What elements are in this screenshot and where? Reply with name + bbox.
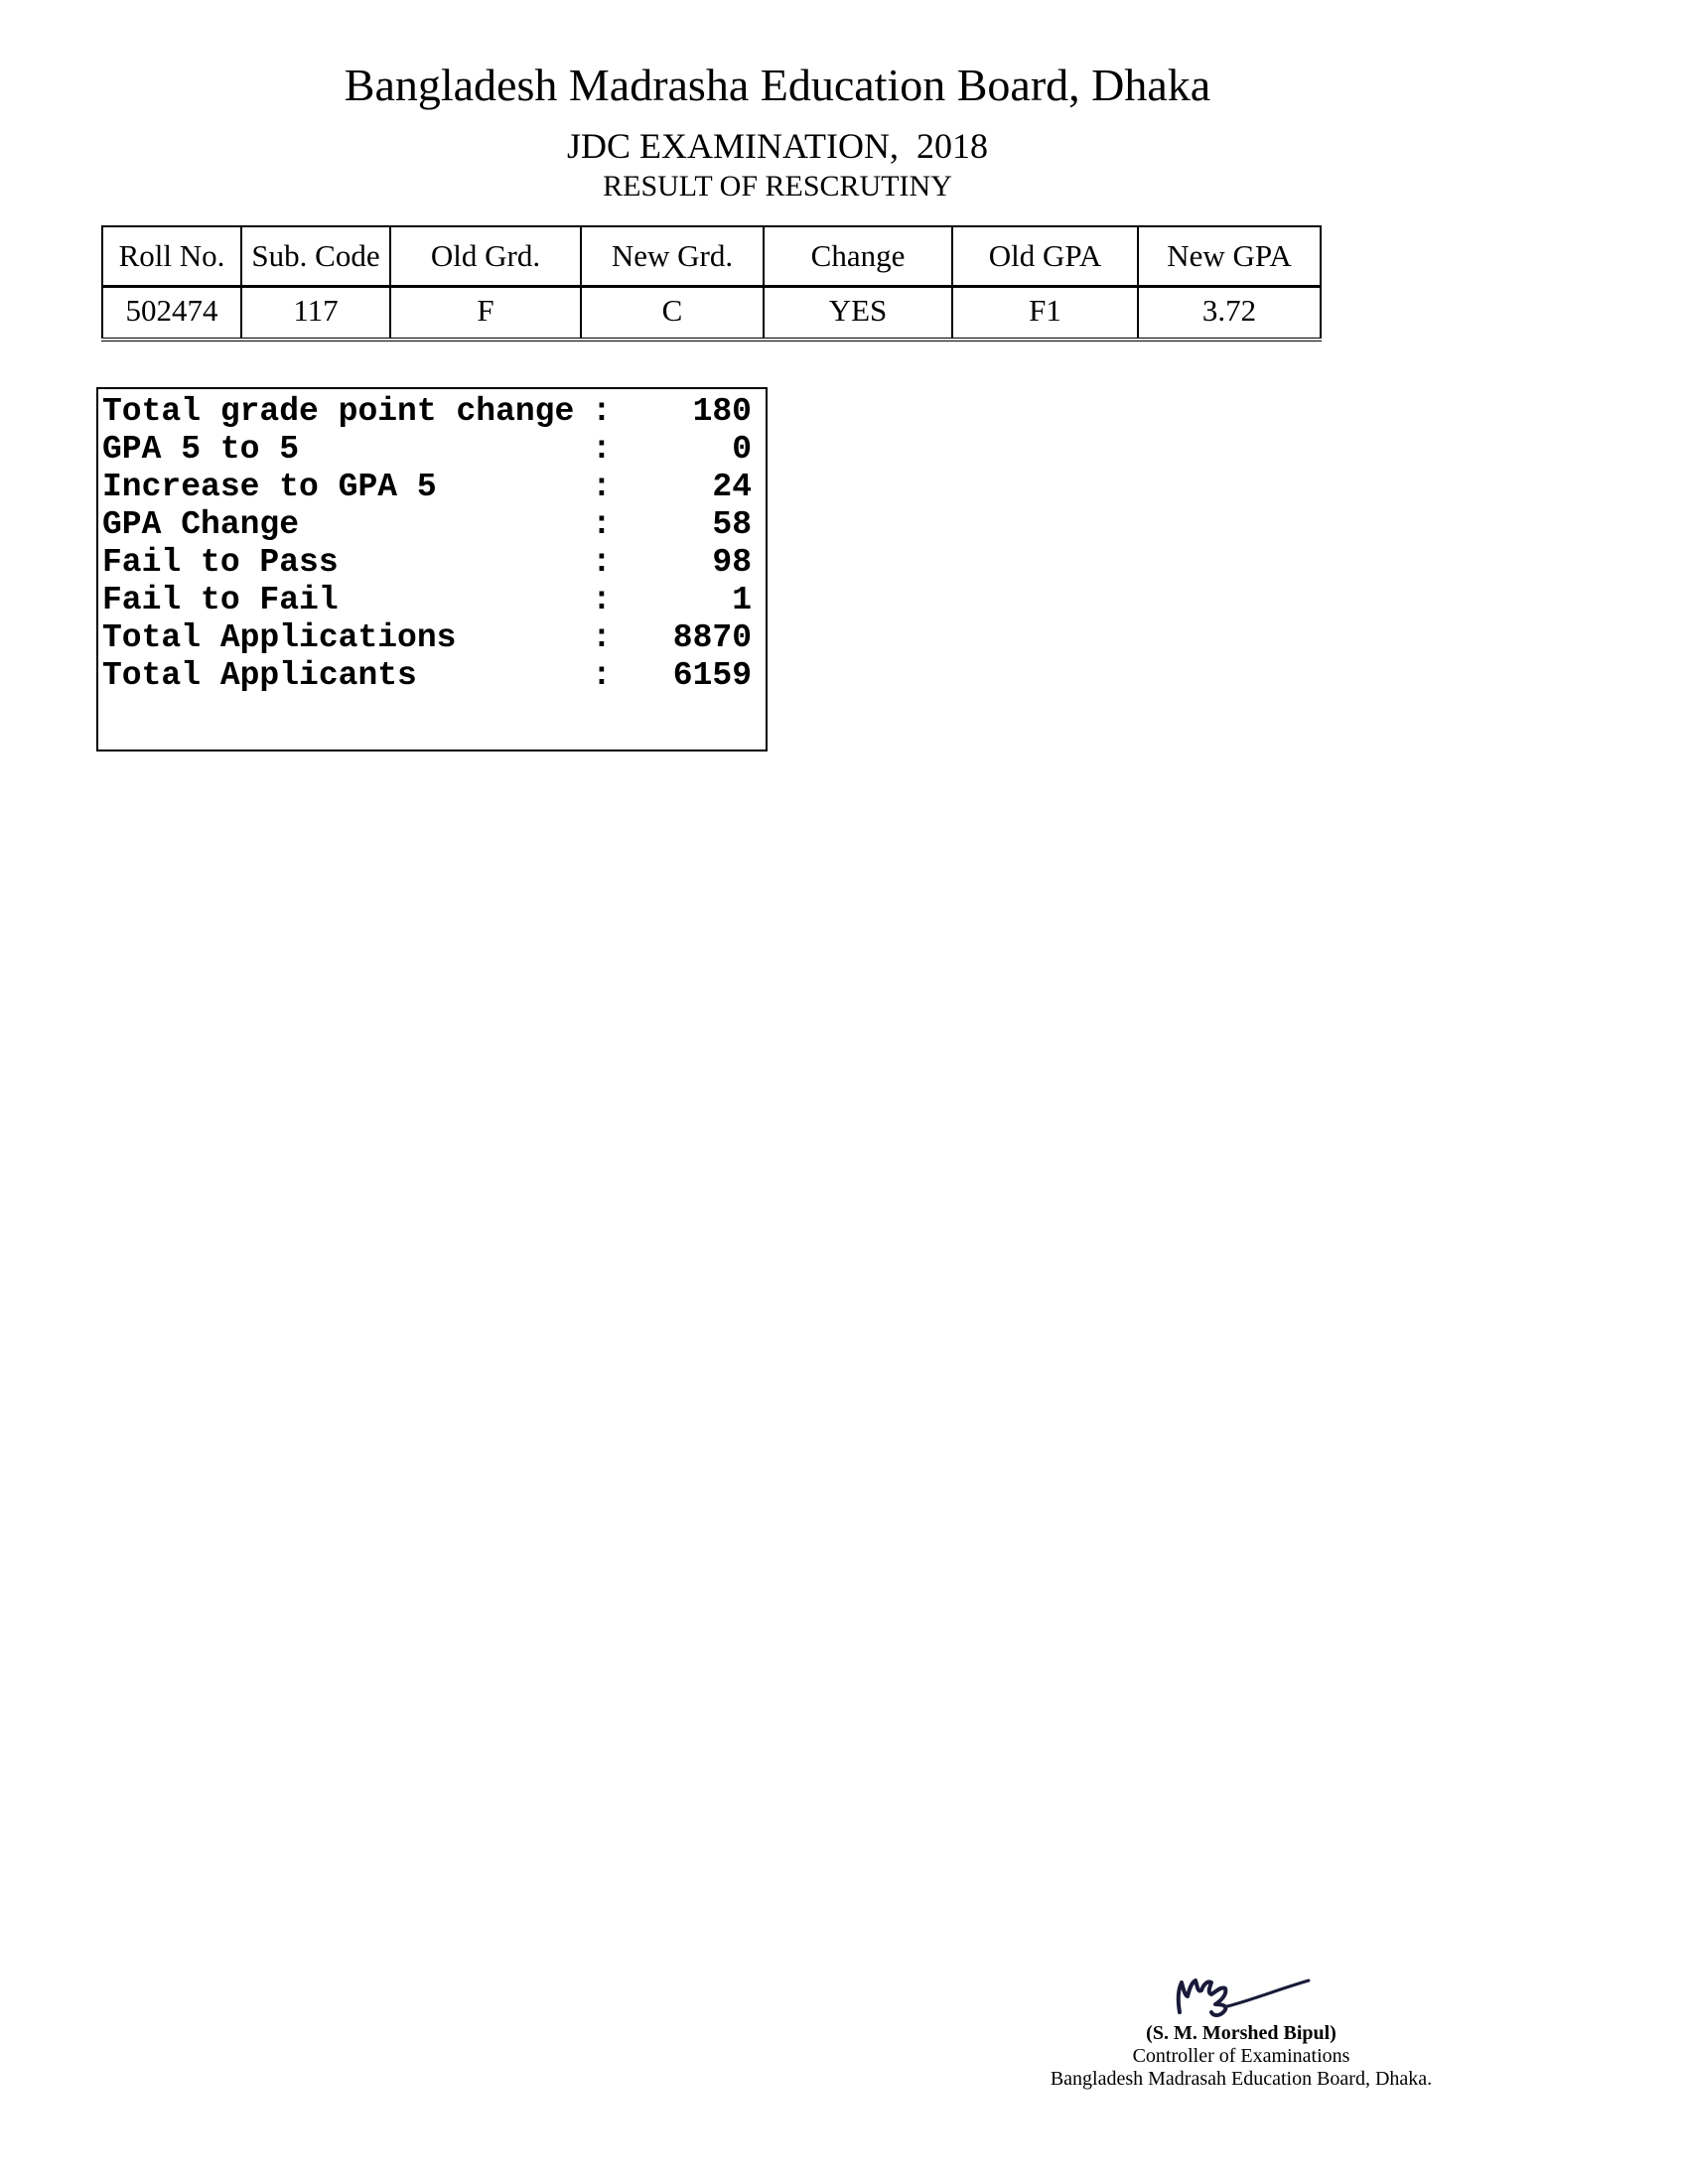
stat-separator: : [592,657,612,694]
column-header-new-gpa: New GPA [1138,226,1321,287]
signatory-designation: Controller of Examinations [1132,2045,1350,2067]
stat-label: Total grade point change [102,393,575,430]
cell-change: YES [764,287,952,341]
stat-separator: : [592,469,612,505]
cell-new-grade: C [581,287,764,341]
stat-row-gpa-5-to-5 [98,431,766,469]
stat-value: 1 [732,582,752,618]
column-header-roll-no: Roll No. [102,226,241,287]
stat-row-gpa-change [98,506,766,544]
stat-separator: : [592,619,612,656]
cell-old-gpa: F1 [952,287,1138,341]
stat-value: 98 [712,544,752,581]
stat-label: Increase to GPA 5 [102,469,437,505]
column-header-old-grade: Old Grd. [390,226,581,287]
stat-value: 0 [732,431,752,468]
stat-separator: : [592,393,612,430]
signatory-block [993,2022,1489,2091]
stat-separator: : [592,506,612,543]
stat-row-total-applications [98,619,766,657]
stat-row-fail-to-fail [98,582,766,619]
stat-label: Total Applications [102,619,457,656]
stat-row-total-applicants [98,657,766,695]
stat-value: 180 [692,393,752,430]
stat-label: Fail to Fail [102,582,339,618]
cell-roll-no: 502474 [102,287,241,341]
table-row [102,287,1321,341]
signatory-organization: Bangladesh Madrasah Education Board, Dhaka. [1050,2068,1433,2090]
column-header-change: Change [764,226,952,287]
stat-row-total-grade-point-change [98,393,766,431]
cell-sub-code: 117 [241,287,390,341]
stat-value: 8870 [672,619,752,656]
exam-title: JDC EXAMINATION, 2018 [567,126,988,166]
summary-stats-box [96,387,768,751]
stat-label: GPA Change [102,506,300,543]
column-header-new-grade: New Grd. [581,226,764,287]
stat-value: 24 [712,469,752,505]
stat-row-fail-to-pass [98,544,766,582]
table-header-row [102,226,1321,287]
signatory-name: (S. M. Morshed Bipul) [1146,2022,1336,2044]
cell-new-gpa: 3.72 [1138,287,1321,341]
stat-separator: : [592,582,612,618]
stat-label: Total Applicants [102,657,417,694]
rescrutiny-result-table [101,225,1322,341]
result-subtitle: RESULT OF RESCRUTINY [603,170,952,203]
board-title: Bangladesh Madrasha Education Board, Dhaka [344,60,1211,110]
stat-value: 58 [712,506,752,543]
stat-label: GPA 5 to 5 [102,431,300,468]
column-header-old-gpa: Old GPA [952,226,1138,287]
stat-separator: : [592,431,612,468]
cell-old-grade: F [390,287,581,341]
handwritten-signature [1172,1961,1321,2030]
column-header-sub-code: Sub. Code [241,226,390,287]
stat-value: 6159 [672,657,752,694]
stat-label: Fail to Pass [102,544,339,581]
stat-row-increase-to-gpa-5 [98,469,766,506]
stat-separator: : [592,544,612,581]
